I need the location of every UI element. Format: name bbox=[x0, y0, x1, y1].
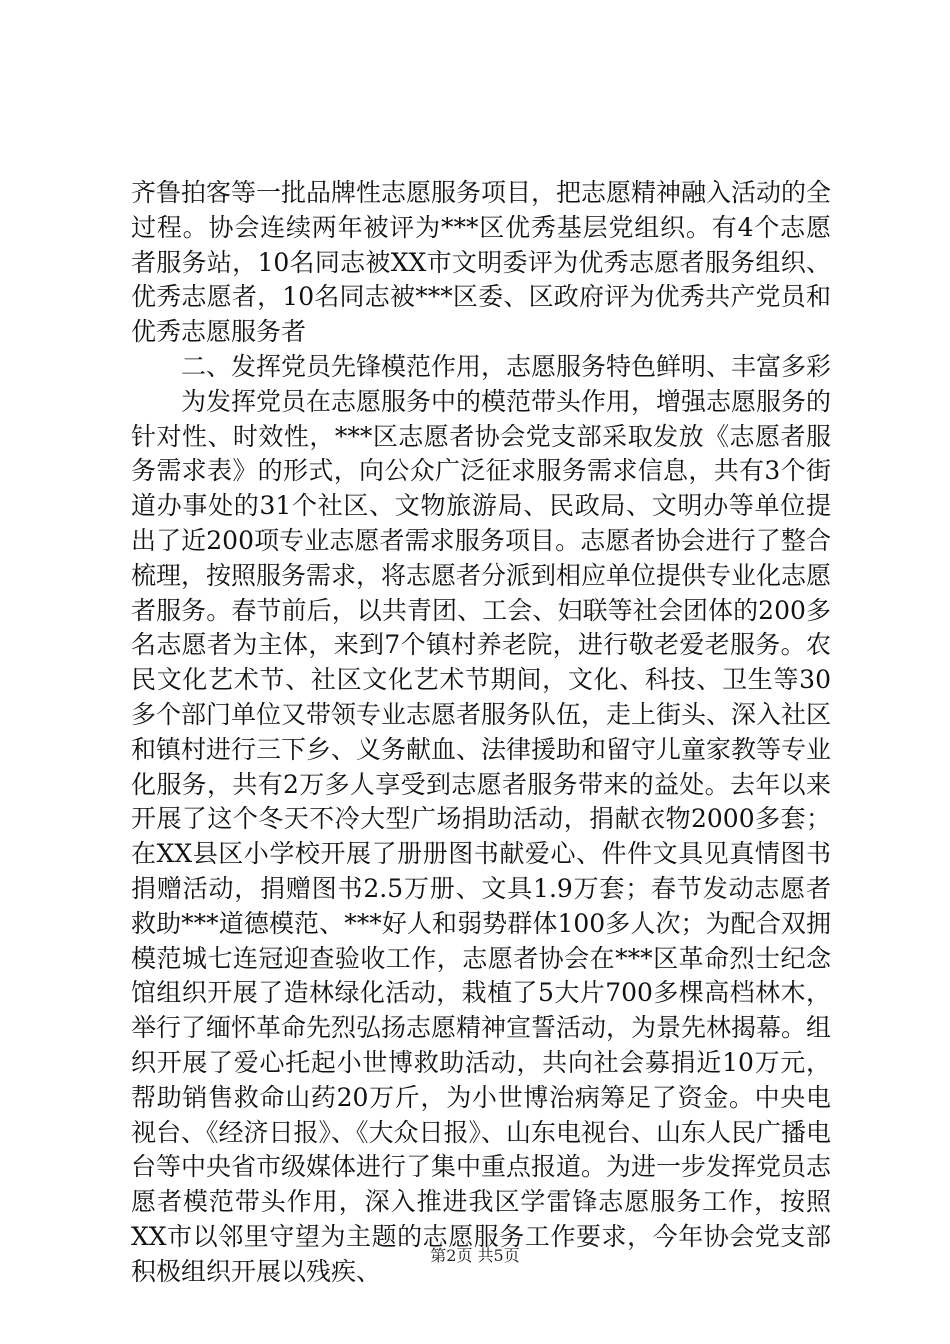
paragraph-1: 齐鲁拍客等一批品牌性志愿服务项目，把志愿精神融入活动的全过程。协会连续两年被评为***区优秀基层党组织。有4个志愿者服务站，10名同志被XX市文明委评为优秀志愿者服务组织、优秀志愿者，10名同志被***区委、区政府评为优秀共产党员和优秀志愿服务者 bbox=[131, 178, 832, 347]
page-footer: 第2页 共5页 bbox=[430, 1246, 520, 1265]
document-body bbox=[131, 176, 831, 1290]
section-heading-2: 二、发挥党员先锋模范作用，志愿服务特色鲜明、丰富多彩 bbox=[181, 351, 832, 381]
paragraph-3: 为发挥党员在志愿服务中的模范带头作用，增强志愿服务的针对性、时效性，***区志愿者协会党支部采取发放《志愿者服务需求表》的形式，向公众广泛征求服务需求信息，共有3个街道办事处的31个社区、文物旅游局、民政局、文明办等单位提出了近200项专业志愿者需求服务项目。志愿者协会进行了整合梳理，按照服务需求，将志愿者分派到相应单位提供专业化志愿者服务。春节前后，以共青团、工会、妇联等社会团体的200多名志愿者为主体，来到7个镇村养老院，进行敬老爱老服务。农民文化艺术节、社区文化艺术节期间，文化、科技、卫生等30多个部门单位又带领专业志愿者服务队伍，走上街头、深入社区和镇村进行三下乡、义务献血、法律援助和留守儿童家教等专业化服务，共有2万多人享受到志愿者服务带来的益处。去年以来开展了这个冬天不冷大型广场捐助活动，捐献衣物2000多套；在XX县区小学校开展了册册图书献爱心、件件文具见真情图书捐赠活动，捐赠图书2.5万册、文具1.9万套；春节发动志愿者救助***道德模范、***好人和弱势群体100多人次；为配合双拥模范城七连冠迎查验收工作，志愿者协会在***区革命烈士纪念馆组织开展了造林绿化活动，栽植了5大片700多棵高档林木，举行了缅怀革命先烈弘扬志愿精神宣誓活动，为景先林揭幕。组织开展了爱心托起小世博救助活动，共向社会募捐近10万元，帮助销售救命山药20万斤，为小世博治病筹足了资金。中央电视台、《经济日报》、《大众日报》、山东电视台、山东人民广播电台等中央省市级媒体进行了集中重点报道。为进一步发挥党员志愿者模范带头作用，深入推进我区学雷锋志愿服务工作，按照XX市以邻里守望为主题的志愿服务工作要求，今年协会党支部积极组织开展以残疾、 bbox=[131, 386, 832, 1286]
